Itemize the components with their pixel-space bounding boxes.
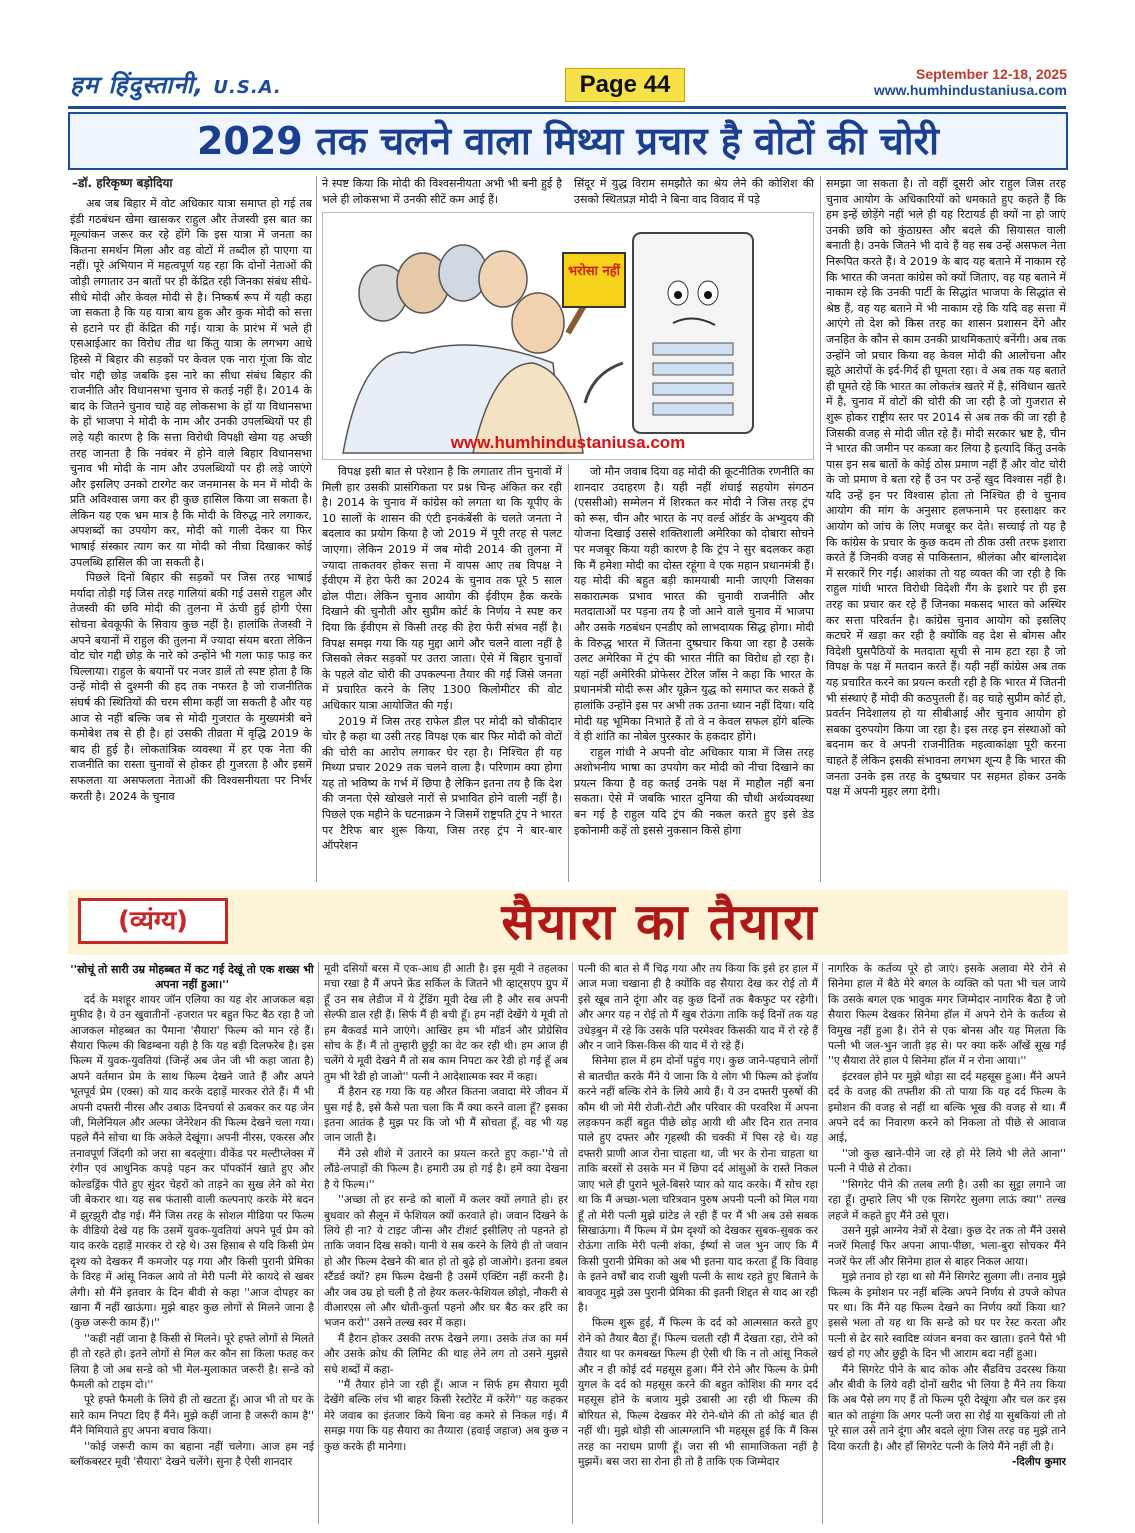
- article1-column-4: [826, 176, 1066, 882]
- article1-column-3-top: [574, 176, 814, 208]
- article1-byline: –डॉ. हरिकृष्ण बड़ोदिया: [72, 176, 173, 190]
- paragraph: सिनेमा हाल में हम दोनों पहुंच गए। कुछ जाने-पहचाने लोगों से बातचीत करके मैंने ये जाना कि ये लोग भी फिल्म को इंजॉय करने नहीं बल्कि रोने के लिये आये हैं। ये उन दफ्तरी पुरुषों की कौम थी जो मेरी रोजी-रोटी और परिवार की परवरिश में अपना लड़कपन कहीं बहुत पीछे छोड़ आयी थी और दिन रात तनाव पाले हुए दफ्तर और गृहस्थी की चक्की में पिस रहे थे। यह दफ्तरी प्राणी आज रोना चाहता था, जी भर के रोना चाहता था ताकि बरसों से उसके मन में छिपा दर्द आंसुओं के रास्ते निकल जाए भले ही पुराने भूले-बिसरे प्यार को याद करके। मैं सोच रहा था कि मैं अच्छा-भला चरित्रवान पुरुष अपनी पत्नी को मिल गया हूँ तो मेरी पत्नी मुझे ग्रांटेड ले रही हैं पर मैं भी अब उसे सबक सिखाऊंगा। मैं फिल्म में प्रेम दृश्यों को देखकर सुबक-सुबक कर रोऊंगा ताकि मेरी पत्नी शंका, ईर्ष्या से जल भुन जाए कि मैं किसी पुरानी प्रेमिका को अब भी इतना याद करता हूँ कि विवाह के इतने वर्षों बाद राजी खुशी पत्नी के साथ रहते हुए बिताने के बावजूद मुझे उस पुरानी प्रेमिका की इतनी शिद्दत से याद आ रही है।: [578, 1055, 818, 1314]
- header-rule: [68, 106, 1066, 109]
- paragraph: फिल्म शुरू हुई, मैं फिल्म के दर्द को आत्मसात करते हुए रोने को तैयार बैठा हूँ। फिल्म चलती रही मैं देखता रहा, रोने को तैयार था पर कमबख्त फिल्म ही ऐसी थी कि न तो आंसू निकले और न ही कोई दर्द महसूस हुआ। मैंने रोने और फिल्म के प्रेमी युगल के दर्द को महसूस करने की बहुत कोशिश की मगर दर्द महसूस होने के बजाय मुझे उबासी आ रही थी फिल्म की बोरियत से, फिल्म देखकर मेरे रोने-धोने की तो कोई बात ही नहीं थी। मुझे थोड़ी सी आत्मग्लानि भी महसूस हुई कि मैं किस तरह का नराधम प्राणी हूँ। जरा सी भी सामाजिकता नहीं है मुझमें। बस जरा सा रोना ही तो है ताकि एक जिम्मेदार: [578, 1317, 818, 1468]
- logo-suffix: U.S.A.: [213, 77, 282, 98]
- cartoon-watermark: www.humhindustaniusa.com: [450, 433, 686, 452]
- paragraph: मैं हैरान रह गया कि यह औरत कितना जवादा मेरे जीवन में घुस गई है, इसे कैसे पता चला कि मैं क्या करने वाला हूँ? इसका इतना आतंक है मुझ पर कि जो भी मैं सोचता हूँ, वह भी यह जान जाती है।: [324, 1086, 568, 1145]
- paragraph: मैं हैरान होकर उसकी तरफ देखने लगा। उसके तंज का मर्म और उसके क्रोध की लिमिट की थाह लेने लग तो उसने मुझसे सधे शब्दों में कहा-: [324, 1332, 568, 1376]
- article1-column-3: [574, 464, 814, 882]
- satire-tag: (व्यंग्य): [78, 898, 228, 944]
- column-divider: [572, 962, 573, 1524]
- paragraph: ''सिगरेट पीने की तलब लगी है। उसी का सुट्टा लगाने जा रहा हूँ। तुम्हारे लिए भी एक सिगरेट सुलगा लाऊं क्या'' तल्ख लहजे में कहते हुए मैंने उसे घूरा।: [828, 1178, 1066, 1222]
- paragraph: पूरे हफ्ते फैमली के लिये ही तो खटता हूँ। आज भी तो घर के सारे काम निपटा दिए हैं मैंने। मुझे कहीं जाना है जरूरी काम है'' मैंने मिमियाते हुए अपना बचाव किया।: [70, 1394, 314, 1438]
- dateline: [874, 66, 1067, 98]
- paragraph: मैंने सिगरेट पीने के बाद कोक और सैंडविच उदरस्थ किया और बीवी के लिये वही दोनों खरीद भी लिया है मैंने तय किया कि अब पैसे लग गए हैं तो फिल्म पूरी देखूंगा और चल कर इस बात को ताड़ूंगा कि अगर पत्नी जरा सा रोई या सुबकियां ली तो पूरे साल उसे ताने दूंगा और बदले लूंगा जिस तरह वह मुझे ताने दिया करती है। और हाँ सिगरेट पत्नी के लिये मैंने नहीं ली है।: [828, 1363, 1066, 1453]
- paragraph: विपक्ष इसी बात से परेशान है कि लगातार तीन चुनावों में मिली हार उसकी प्रासंगिकता पर प्रश्न चिन्ह अंकित कर रही है। 2014 के चुनाव में कांग्रेस को लगता था कि यूपीए के 10 सालों के शासन की एंटी इनकंबेंसी के चलते जनता ने बदलाव का प्रयोग किया है जो 2019 में पूरी तरह से पलट जाएगा। लेकिन 2019 में जब मोदी 2014 की तुलना में ज्यादा ताकतवर होकर सत्ता में वापस आए तब विपक्ष ने ईवीएम में हेरा फेरी का 2024 के चुनाव तक पूरे 5 साल ढोल पीटा। लेकिन चुनाव आयोग की ईवीएम हैक करके दिखाने की चुनौती और सुप्रीम कोर्ट के निर्णय ने स्पष्ट कर दिया कि ईवीएम से किसी तरह की हेरा फेरी संभव नहीं है। विपक्ष समझ गया कि यह मुद्दा आगे और चलने वाला नहीं है जिसको लेकर सड़कों पर उतरा जाता। ऐसे में बिहार चुनावों के पहले वोट चोरी की उपकल्पना तैयार की गई जिसे जनता में प्रचारित करने के लिए 1300 किलोमीटर की वोट अधिकार यात्रा आयोजित की गई।: [322, 465, 562, 712]
- article1-column-2-top: [322, 176, 562, 208]
- paragraph: इंटरवल होने पर मुझे थोड़ा सा दर्द महसूस हुआ। मैंने अपने दर्द के वजह की तफ्तीश की तो पाया कि यह दर्द फिल्म के इमोशन की वजह से नहीं था बल्कि भूख की वजह से था। मैं अपने दर्द का निवारण करने को निकला तो पीछे से आवाज आई,: [828, 1070, 1066, 1145]
- website-link[interactable]: www.humhindustaniusa.com: [873, 82, 1067, 98]
- paragraph: नागरिक के कर्तव्य पूरे हो जाएं। इसके अलावा मेरे रोने से सिनेमा हाल में बैठे मेरे बगल के व्यक्ति को पता भी चल जाये कि उसके बगल एक भावुक मगर जिम्मेदार नागरिक बैठा है जो सैयारा फिल्म देखकर सिनेमा हॉल में अपने रोने के कर्तव्य से विमुख नहीं हुआ है। रोने से एक बोनस और यह मिलता कि पत्नी भी जल-भुन जाती ड़ह से। पर क्या करूँ आँखें सूख गईं ''ए सैयारा तेरे हाल पे सिनेमा हॉल में न रोना आया।'': [828, 963, 1066, 1068]
- article2-column-2: [324, 962, 568, 1524]
- article1-column-1: [70, 196, 312, 882]
- paragraph: अब जब बिहार में वोट अधिकार यात्रा समाप्त हो गई तब इंडी गठबंधन खेमा खासकर राहुल और तेजस्वी इस बात का मूल्यांकन जरूर कर रहे होंगे कि इस यात्रा में जनता का कितना समर्थन मिला और वह वोटों में तब्दील हो पाएगा या नहीं। पूरे अभियान में महत्वपूर्ण यह रहा कि दोनों नेताओं की जोड़ी लगातार उन बातों पर ही केंद्रित रही जिनका संबंध सीधे-सीधे मोदी और केवल मोदी से है। निष्कर्ष रूप में यही कहा जा सकता है कि यह यात्रा बाय हुक और कुक मोदी को सत्ता से हटाने पर ही केंद्रित की गई। यात्रा के प्रारंभ में भले ही एसआईआर का विरोध तीव्र था किंतु यात्रा के लगभग आधे हिस्से में बिहार की सड़कों पर केवल एक नारा गूंजा कि वोट चोर गद्दी छोड़ जबकि इस नारे का सीधा संबंध बिहार की राजनीति और विधानसभा चुनाव से कतई नहीं है। 2014 के बाद के जितने चुनाव चाहे वह लोकसभा के हों या विधानसभा के हों भाजपा ने मोदी के नाम और उनकी उपलब्धियों पर ही लड़े यही कारण है कि सत्ता विरोधी विपक्षी खेमा यह अच्छी तरह जानता है कि नवंबर में होने वाले बिहार विधानसभा चुनाव भी मोदी के नाम और उपलब्धियों पर ही लड़े जाएंगे और इसलिए उनको टारगेट कर जनमानस के मन में मोदी के प्रति अविश्वास जगा कर ही कुछ हासिल किया जा सकता है। लेकिन यह एक भ्रम मात्र है कि मोदी के विरुद्ध नारे लगाकर, अपशब्दों का उपयोग कर, मोदी को गाली देकर या फिर भाषाई संस्कार त्याग कर या मोदी को नीचा दिखाकर कोई उपलब्धि हासिल की जा सकती है।: [70, 197, 312, 569]
- article2-column-3: [578, 962, 818, 1524]
- sign-text: भरोसा नहीं: [568, 264, 620, 279]
- column-divider: [822, 962, 823, 1524]
- article1-column-2: [322, 464, 562, 882]
- paragraph: जो मौन जवाब दिया वह मोदी की कूटनीतिक रणनीति का शानदार उदाहरण है। यही नहीं शंघाई सहयोग संगठन (एससीओ) सम्मेलन में शिरकत कर मोदी ने जिस तरह ट्रंप को रूस, चीन और भारत के नए वर्ल्ड ऑर्डर के अभ्युदय की योजना दिखाई उससे शक्तिशाली अमेरिका को दोबारा सोचने पर मजबूर किया यही कारण है कि ट्रंप ने सुर बदलकर कहा कि मैं हमेशा मोदी का दोस्त रहूंगा वे एक महान प्रधानमंत्री हैं। यह मोदी की बहुत बड़ी कामयाबी मानी जाएगी जिसका सकारात्मक प्रभाव भारत की चुनावी राजनीति और मतदाताओं पर पड़ना तय है जो आने वाले चुनाव में भाजपा और उसके गठबंधन एनडीए को लाभदायक सिद्ध होगा। मोदी के विरुद्ध भारत में जितना दुष्प्रचार किया जा रहा है उसके उलट अमेरिका में ट्रंप की भारत नीति का विरोध हो रहा है। यहां नहीं अमेरिकी प्रोफेसर टेरिल जॉंस ने कहा कि भारत के प्रधानमंत्री मोदी रूस और यूक्रेन युद्ध को समाप्त कर सकते हैं हालांकि उन्होंने इस पर अभी तक उतना ध्यान नहीं दिया। यदि मोदी यह भूमिका निभाते हैं तो वे न केवल सफल होंगे बल्कि वे ही शांति का नोबेल पुरस्कार के हकदार होंगे।: [574, 465, 814, 744]
- page-number: Page 44: [565, 68, 685, 102]
- article2-column-1: [70, 962, 314, 1524]
- paragraph: 2019 में जिस तरह राफेल डील पर मोदी को चौकीदार चोर है कहा था उसी तरह विपक्ष एक बार फिर मोदी को वोटों की चोरी का आरोप लगाकर घेर रहा है। निश्चित ही यह मिथ्या प्रचार 2029 तक चलने वाला है। परिणाम क्या होगा यह तो भविष्य के गर्भ में छिपा है लेकिन इतना तय है कि देश की जनता ऐसे खोखले नारों से प्रभावित होने वाली नहीं है। पिछले एक महीने के घटनाक्रम ने जिसमें राष्ट्रपति ट्रंप ने भारत पर टैरिफ बार शुरू किया, जिस तरह ट्रंप ने बार-बार ऑपरेशन: [322, 714, 562, 853]
- crowd-figures: [343, 245, 583, 453]
- paragraph: मैंने उसे शीशे में उतारने का प्रयत्न करते हुए कहा-''ये तो लौंडे-लपाड़ों की फिल्म है। हमारी उम्र हो गई है। हमें क्या देखना है ये फिल्म।'': [324, 1147, 568, 1191]
- cartoon-drawing: [323, 213, 814, 460]
- paragraph: उसने मुझे आग्नेय नेत्रों से देखा। कुछ देर तक तो मैंने उससे नजरें मिलाईं फिर अपना आपा-पीछा, भला-बुरा सोचकर मैंने नजरें फेर लीं और सिनेमा हाल से बाहर निकल आया।: [828, 1224, 1066, 1268]
- paragraph: मुझे तनाव हो रहा था सो मैंने सिगरेट सुलगा ली। तनाव मुझे फिल्म के इमोशन पर नहीं बल्कि अपने निर्णय से उपजे कोपत पर था। कि मैंने यह फिल्म देखने का निर्णय क्यों किया था? इससे भला तो यह था कि सन्डे को घर पर रेस्ट करता और पत्नी से ढेर सारे स्वादिष्ट व्यंजन बनवा कर खाता। इतने पैसे भी खर्च हो गए और छुट्टी के दिन भी आराम बदा नहीं हुआ।: [828, 1271, 1066, 1361]
- paragraph: दर्द के मशहूर शायर जॉन एलिया का यह शेर आजकल बड़ा मुफीद है। ये उन खुवातीनों -हजरात पर बहुत फिट बैठ रहा है जो आजकल मोहब्बत का पैमाना 'सैयारा' फिल्म को मान रहे हैं। सैयारा फिल्म की बिडम्बना यही है कि यह बड़ी दिलफरेब है। इस फिल्म में युवक-युवतियां (जिन्हें अब जेन जी भी कहा जाता है) अपने वर्तमान प्रेम के साथ फिल्म देखने जाते हैं और अपने भूतपूर्व प्रेम (एक्स) को याद करके दहाड़ें मारकर रोते हैं। मैं भी अपनी दफ्तरी नीरस और उबाऊ दिनचर्या से ऊबकर कर यह जेन जी, मिलेनियल और अल्फा जेनेरेशन की फिल्म देखने चला गया। पहले मैंने सोचा था कि अकेले देखूंगा। अपनी नीरस, एकरस और तनावपूर्ण जिंदगी को जरा सा बदलूंगा। वीकेंड पर मल्टीप्लेक्स में रंगीन एवं आधुनिक कपड़े पहन कर पॉपकॉर्न खाते हुए और कोल्डड्रिंक पीते हुए सुंदर चेहरों को ताड़ने का सुख लेने को मेरा जी बेकरार था। यह सब फंतासी वाली कल्पनाएं करके मेरे बदन में झुरझुरी दौड़ गई। मैंने जिस तरह के सोशल मीडिया पर फिल्म के वीडियो देखे यह कि उसमें युवक-युवतियां अपने पूर्व प्रेम को याद करके दहाड़ें मारकर रो रहे थे। उस हिसाब से यदि किसी प्रेम दृश्य को देखकर मैं कमजोर पड़ गया और किसी पुरानी प्रेमिका के विरह में आंसू निकल आये तो मेरी पत्नी मेरे कायदे से खबर लेगी। सो मैंने इतवार के दिन बीवी से कहा ''आज दोपहर का खाना मैं नहीं खाऊंगा। मुझे बाहर कुछ लोगों से मिलने जाना है (कुछ जरूरी काम हैं)।'': [70, 993, 314, 1330]
- article2-author: -दिलीप कुमार: [1012, 1456, 1066, 1468]
- paragraph: ''मैं तैयार होने जा रही हूँ। आज न सिर्फ हम सैयारा मूवी देखेंगे बल्कि लंच भी बाहर किसी रेस्टोरेंट में करेंगे'' यह कहकर मेरे जवाब का इंतजार किये बिना वह कमरे से निकल गई। मैं समझ गया कि यह सैयारा का तैय्यारा (हवाई जहाज) अब कुछ न कुछ करके ही मानेगा।: [324, 1378, 568, 1453]
- paragraph: समझा जा सकता है। तो वहीं दूसरी ओर राहुल जिस तरह चुनाव आयोग के अधिकारियों को धमकाते हुए कहते हैं कि हम इन्हें छोड़ेंगे नहीं भले ही यह रिटायर्ड ही क्यों ना हो जाएं उनकी छवि को कुंठाग्रस्त और बदले की सियासत वाली बनाती है। उनके जितने भी दावे हैं वह सब उन्हें असफल नेता निरूपित करते हैं। वे 2019 के बाद यह बताने में नाकाम रहे कि भारत की जनता कांग्रेस को क्यों जिताए, वह यह बताने में नाकाम रहे कि उनकी पार्टी के सिद्धांत भाजपा के सिद्धांत से श्रेष्ठ हैं, वह यह बताने में भी नाकाम रहे कि यदि वह सत्ता में आएंगे तो देश को किस तरह का शासन प्रशासन देंगे और जनहित के कौन से काम उनकी प्राथमिकताएं बनेंगी। अब तक उन्होंने जो प्रचार किया वह केवल मोदी की आलोचना और झूठे आरोपों के इर्द-गिर्द ही घूमता रहा। वे अब तक यह बताते ही घूमते रहे कि भारत का लोकतंत्र खतरे में है, संविधान खतरे में है, चुनाव में वोटों की चोरी की जा रही है जो गुजरात से शुरू होकर राष्ट्रीय स्तर पर 2014 से अब तक की जा रही है जिसकी वजह से मोदी जीत रहे हैं। मोदी सरकार भ्रष्ट है, चीन ने भारत की जमीन पर कब्जा कर लिया है इत्यादि किंतु उनके पास इन सब बातों के कोई ठोस प्रमाण नहीं हैं और वोट चोरी के जो प्रमाण वे बता रहे हैं उन पर उन्हें खुद विश्वास नहीं है। यदि उन्हें इन पर विश्वास होता तो निश्चित ही वे चुनाव आयोग की मांग के अनुसार हलफनामे पर हस्ताक्षर कर आयोग को जांच के लिए मजबूर कर देते। सच्चाई तो यह है कि कांग्रेस के प्रचार के कुछ कदम तो ठीक उसी तरफ इशारा करते हैं जिनकी वजह से पाकिस्तान, श्रीलंका और बांग्लादेश में सरकारें गिर गईं। आशंका तो यह व्यक्त की जा रही है कि राहुल गांधी भारत विरोधी विदेशी गैंग के इशारे पर ही इस तरह का प्रचार कर रहे हैं जिनका मकसद भारत को अस्थिर कर सत्ता परिवर्तन है। कांग्रेस चुनाव आयोग को इसलिए कटघरे में खड़ा कर रही है क्योंकि वह देश से बोगस और विदेशी घुसपैठियों के मतदाता सूची से नाम हटा रहा है जो विपक्ष के पक्ष में मतदान करते हैं। यही नहीं कांग्रेस अब तक यह प्रचारित करने का प्रयत्न करती रही है कि भारत में जितनी भी संस्थाएं हैं मोदी की कठपुतली हैं। वह चाहे सुप्रीम कोर्ट हो, प्रवर्तन निदेशालय हो या सीबीआई और चुनाव आयोग हो सबका दुरुपयोग किया जा रहा है। इस तरह इन संस्थाओं को बदनाम कर वे अपनी राजनीतिक महत्वाकांक्षा पूरी करना चाहते हैं लेकिन इसकी संभावना लगभग शून्य है कि भारत की जनता उनके इस तरह के दुष्प्रचार पर सहमत होकर उनके पक्ष में अपनी मुहर लगा देगी।: [826, 177, 1066, 799]
- paragraph: ''कोई जरूरी काम का बहाना नहीं चलेगा। आज हम नई ब्लॉकबस्टर मूवी 'सैयारा' देखने चलेंगे। सुना है ऐसी शानदार: [70, 1440, 314, 1468]
- paragraph: पिछले दिनों बिहार की सड़कों पर जिस तरह भाषाई मर्यादा तोड़ी गई जिस तरह गालियां बकी गई उससे राहुल और तेजस्वी की छवि मोदी की तुलना में ऊंची हुई होगी ऐसा सोचना बेवकूफी के सिवाय कुछ नहीं है। हालांकि तेजस्वी ने अपने बयानों में राहुल की तुलना में ज्यादा संयम बरता लेकिन वोट चोर गद्दी छोड़ के नारे को उन्होंने भी गला फाड़ फाड़ कर चिल्लाया। राहुल के बयानों पर नजर डालें तो स्पष्ट होता है कि उन्हें मोदी से दुश्मनी की हद तक नफरत है जो राजनीतिक संघर्ष की स्थितियों की चरम सीमा कहीं जा सकती है और यह आज से नहीं बल्कि जब से मोदी गुजरात के मुख्यमंत्री बने कमोबेश तब से ही है। हां उसकी तीव्रता में वृद्धि 2019 के बाद ही हुई है। लोकतांत्रिक व्यवस्था में हर एक नेता की राजनीति का रास्ता चुनावों से होकर ही गुजरता है और इसमें सफलता या असफलता नेताओं की विश्वसनीयता पर निर्भर करती है। 2024 के चुनाव: [70, 571, 312, 803]
- article2-headline: सैयारा का तैयारा: [501, 892, 819, 951]
- column-divider: [568, 464, 569, 882]
- newspaper-logo: हम हिंदुस्तानी, U.S.A.: [70, 71, 282, 99]
- paragraph: ''कहीं नहीं जाना है किसी से मिलने। पूरे हफ्ते लोगों से मिलते ही तो रहते हो। इतने लोगों से मिल कर कौन सा किला फतह कर लिया है जो अब सन्डे को भी मेल-मुलाकात जरूरी है। सन्डे को फैमली को टाइम दो।'': [70, 1332, 314, 1391]
- article1-headline: 2029 तक चलने वाला मिथ्या प्रचार है वोटों की चोरी: [68, 112, 1068, 170]
- cartoon-illustration: [322, 212, 814, 460]
- paragraph: राहुल गांधी ने अपनी वोट अधिकार यात्रा में जिस तरह अशोभनीय भाषा का उपयोग कर मोदी को नीचा दिखाने का प्रयत्न किया है वह कतई उनके पक्ष में माहौल नहीं बना सकता। ऐसे में जबकि भारत दुनिया की चौथी अर्थव्यवस्था बन गई है राहुल यदि ट्रंप की नकल करते हुए इसे डेड इकोनामी कहें तो इससे नुकसान किसे होगा: [574, 745, 814, 837]
- sign-board: [563, 253, 625, 307]
- article2-column-4: [828, 962, 1066, 1524]
- issue-date: September 12-18, 2025: [916, 66, 1067, 82]
- column-divider: [820, 176, 821, 882]
- masthead: [0, 0, 1135, 108]
- paragraph: पत्नी की बात से मैं चिढ़ गया और तय किया कि इसे हर हाल में आज मजा चखाना ही है क्योंकि वह सैयारा देख कर रोई तो मैं इसे खूब ताने दूंगा और वह कुछ दिनों तक बैकफुट पर रहेगी। और अगर यह न रोई तो मैं खुब रोऊंगा ताकि कई दिनों तक यह उधेड़बुन में रहे कि उसके पति परमेश्वर किसकी याद में रो रहे हैं और न जाने किस-किस की याद में रो रहे हैं।: [578, 963, 818, 1053]
- paragraph: मूवी दसियों बरस में एक-आध ही आती है। इस मूवी ने तहलका मचा रखा है मैं अपने फ्रेंड सर्किल के जितने भी व्हाट्सएप ग्रुप में हूँ उन सब लेडीज में ये ट्रेंडिंग मूवी देख ली है और सब अपनी सेल्फी डाल रही हैं। सिर्फ मैं ही बची हूँ। हम नहीं देखेंगे ये मूवी तो हम बैकवर्ड माने जाएंगे। आखिर हम भी मॉडर्न और प्रोग्रेसिव सोच के हैं। मैं तो तुम्हारी छुट्टी का वेट कर रही थी। हम आज ही चलेंगे ये मूवी देखने मैं तो सब काम निपटा कर रेडी हो गई हूँ अब तुम भी रेडी हो जाओ'' पत्नी ने आदेशात्मक स्वर में कहा।: [324, 963, 568, 1083]
- paragraph: सिंदूर में युद्ध विराम समझौते का श्रेय लेने की कोशिश की उसको स्थितप्रज्ञ मोदी ने बिना वाद विवाद में पड़े: [574, 177, 814, 206]
- column-divider: [318, 962, 319, 1524]
- paragraph: ''जो कुछ खाने-पीने जा रहे हो मेरे लिये भी लेते आना'' पत्नी ने पीछे से टोका।: [828, 1147, 1066, 1176]
- opening-couplet: ''सोचूं तो सारी उम्र मोहब्बत में कट गई देखूं तो एक शख्स भी अपना नहीं हुआ।'': [70, 963, 314, 992]
- paragraph: ''अच्छा तो हर सन्डे को बालों में कलर क्यों लगाते हो। हर बुधवार को सैलून में फेशियल क्यों करवाते हो। जवान दिखने के लिये ही ना? ये टाइट जीन्स और टीशर्ट इसीलिए तो पहनते हो ताकि जवान दिख सको। यानी ये सब करने के लिये ही तो जवान हो और फिल्म देखने की बात हो तो बुढ़े हो जाओगे। इतना डबल स्टैंडर्ड क्यों? हम फिल्म देखनी है उसमें एक्टिंग नहीं करनी है। और जब उम्र हो चली है तो हेयर कलर-फेशियल छोड़ो, नौकरी से वीआरएस लो और धोती-कुर्ता पहनो और घर बैठ कर हरि का भजन करो'' उसने तल्ख स्वर में कहा।: [324, 1194, 568, 1330]
- column-divider: [316, 176, 317, 882]
- paragraph: ने स्पष्ट किया कि मोदी की विश्वसनीयता अभी भी बनी हुई है भले ही लोकसभा में उनकी सीटें कम आई हैं।: [322, 177, 562, 206]
